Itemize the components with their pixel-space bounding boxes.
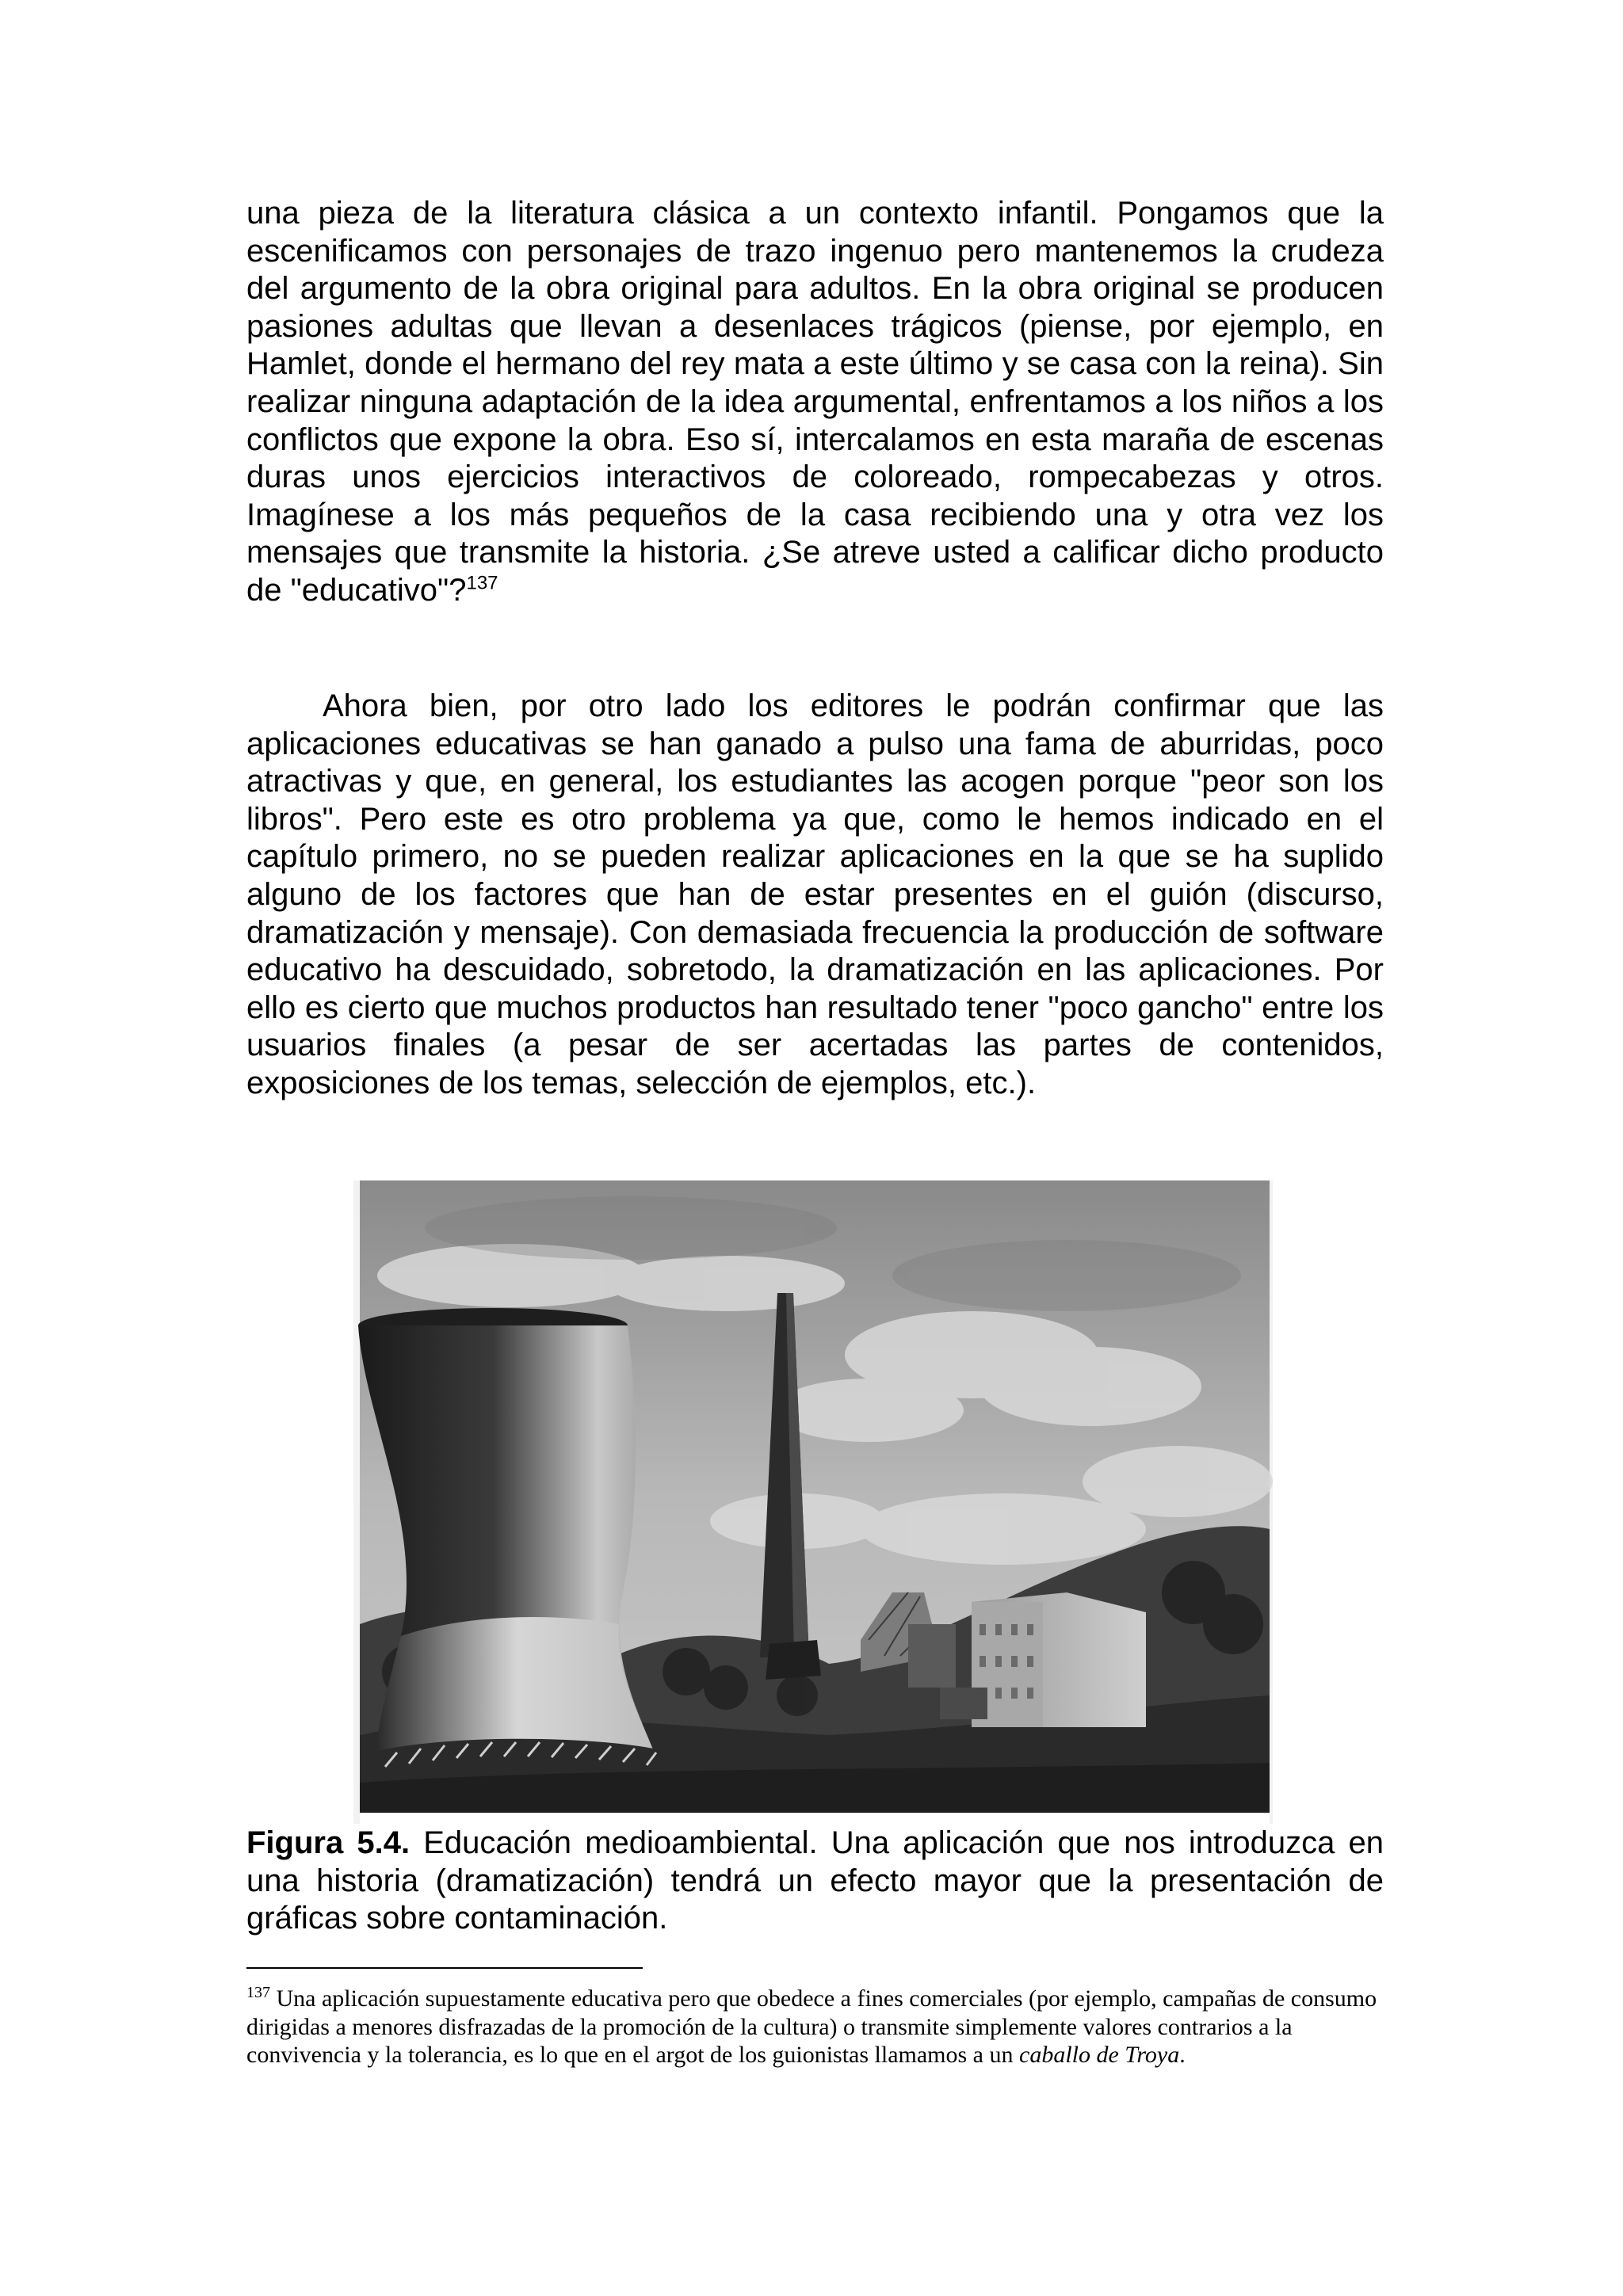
footnote-italic-term: caballo de Troya (1019, 2042, 1180, 2069)
paragraph-2-text: Ahora bien, por otro lado los editores le podrán confirmar que las aplicaciones educativas se han ganado a pulso una fama de aburridas, poco atractivas y que, en general, los estudiantes las acogen porque "peor son los libros". Pero este es otro problema ya que, como le hemos indicado en el capítulo primero, no se pueden realizar aplicaciones en la que se ha suplido alguno de los factores que han de estar presentes en el guión (discurso, dramatización y mensaje). Con demasiada frecuencia la producción de software educativo ha descuidado, sobretodo, la dramatización en las aplicaciones. Por ello es cierto que muchos productos han resultado tener "poco gancho" entre los usuarios finales (a pesar de ser acertadas las partes de contenidos, exposiciones de los temas, selección de ejemplos, etc.). (246, 688, 1384, 1100)
footnote-separator (246, 1967, 643, 1969)
footnote-end: . (1179, 2042, 1186, 2069)
body-paragraph-2 (246, 688, 1384, 1103)
figure-photo-power-plant (353, 1180, 1273, 1824)
footnote-number: 137 (246, 1984, 270, 2001)
figure-caption-text: Educación medioambiental. Una aplicación que nos introduzca en una historia (dramatización) tendrá un efecto mayor que la presentación de gráficas sobre contaminación. (246, 1825, 1384, 1936)
figure-caption (246, 1825, 1384, 1938)
figure-label: Figura 5.4. (246, 1825, 411, 1860)
body-paragraph-1 (246, 195, 1384, 610)
footnote (246, 1985, 1384, 2069)
footnote-text: Una aplicación supuestamente educativa pero que obedece a fines comerciales (por ejemplo, campañas de consumo dirigidas a menores disfrazadas de la promoción de la cultura) o transmite simplemente valores contrarios a la convivencia y la tolerancia, es lo que en el argot de los guionistas llamamos a un (246, 1985, 1377, 2069)
footnote-reference[interactable]: 137 (466, 572, 498, 594)
paragraph-1-text: una pieza de la literatura clásica a un contexto infantil. Pongamos que la escenificamos con personajes de trazo ingenuo pero mantenemos la crudeza del argumento de la obra original para adultos. En la obra original se producen pasiones adultas que llevan a desenlaces trágicos (piense, por ejemplo, en Hamlet, donde el hermano del rey mata a este último y se casa con la reina). Sin realizar ninguna adaptación de la idea argumental, enfrentamos a los niños a los conflictos que expone la obra. Eso sí, intercalamos en esta maraña de escenas duras unos ejercicios interactivos de coloreado, rompecabezas y otros. Imagínese a los más pequeños de la casa recibiendo una y otra vez los mensajes que transmite la historia. ¿Se atreve usted a calificar dicho producto de "educativo"? (246, 196, 1384, 608)
